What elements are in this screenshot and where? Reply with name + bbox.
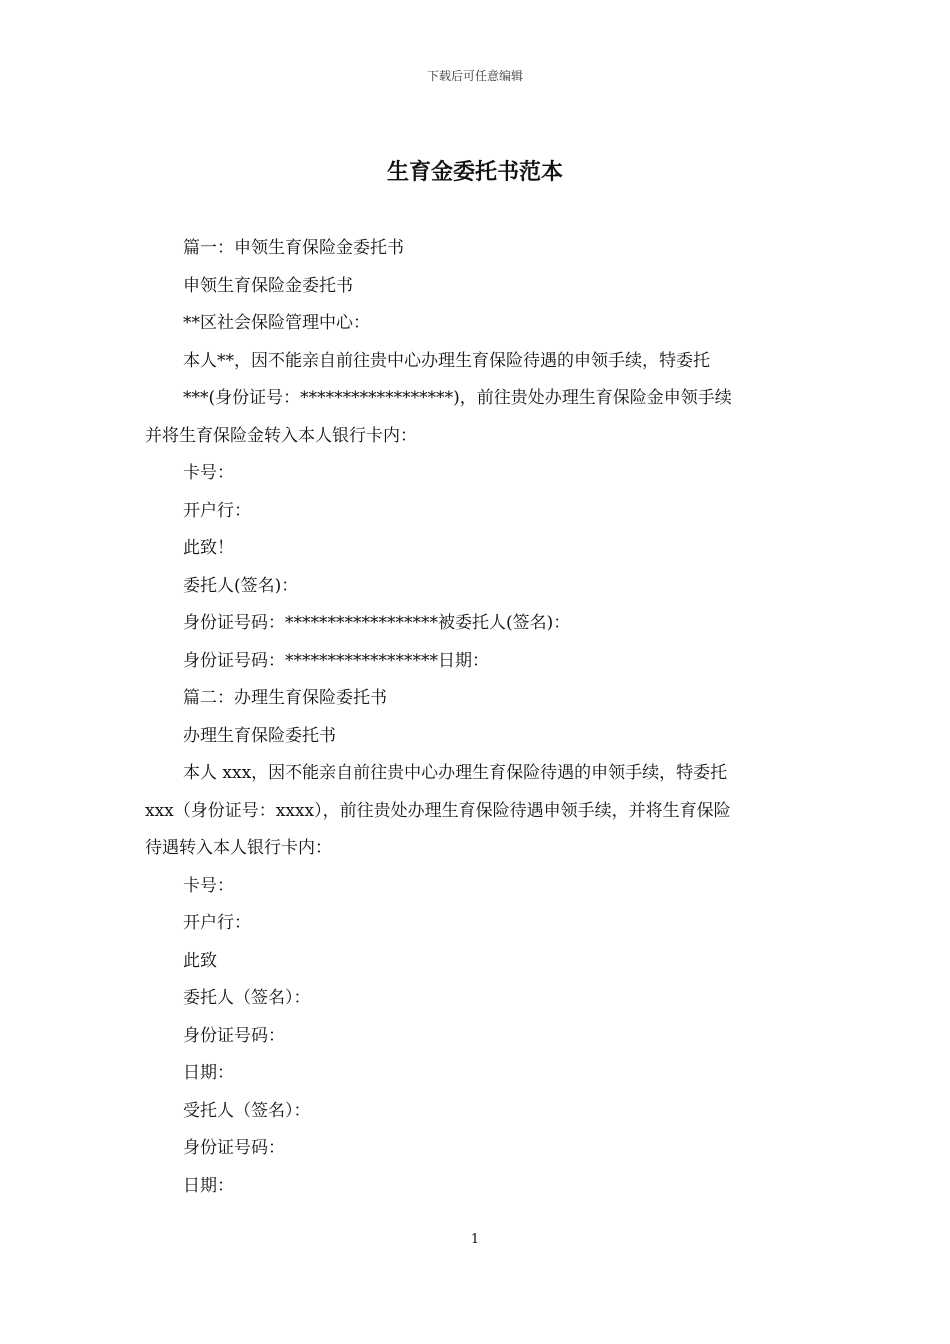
paragraph-line: 日期： <box>183 1175 234 1196</box>
paragraph-line: 身份证号码： <box>183 1025 285 1046</box>
document-body <box>145 230 810 1205</box>
page-number: 1 <box>470 1232 480 1247</box>
paragraph-line: 办理生育保险委托书 <box>183 725 336 746</box>
page-header: 下载后可任意编辑 <box>426 69 523 83</box>
paragraph-line: xxx（身份证号：xxxx），前往贵处办理生育保险待遇申领手续，并将生育保险 <box>145 800 731 821</box>
paragraph-line: ***(身份证号：******************)，前往贵处办理生育保险金申领手续 <box>183 388 732 408</box>
paragraph-line: 卡号： <box>183 463 234 483</box>
paragraph-line: 篇一：申领生育保险金委托书 <box>183 238 404 258</box>
paragraph-line: **区社会保险管理中心： <box>183 313 370 333</box>
paragraph-line: 此致！ <box>183 538 234 558</box>
paragraph-line: 本人**，因不能亲自前往贵中心办理生育保险待遇的申领手续，特委托 <box>183 350 710 371</box>
paragraph-line: 篇二：办理生育保险委托书 <box>183 688 387 708</box>
paragraph-line: 委托人(签名)： <box>183 575 299 596</box>
paragraph-line: 申领生育保险金委托书 <box>183 275 353 296</box>
document-title: 生育金委托书范本 <box>386 159 563 185</box>
paragraph-line: 此致 <box>183 950 217 971</box>
paragraph-line: 待遇转入本人银行卡内： <box>145 838 332 858</box>
paragraph-line: 身份证号码：******************被委托人(签名)： <box>183 613 571 633</box>
paragraph-line: 身份证号码：******************日期： <box>183 650 489 671</box>
paragraph-line: 开户行： <box>183 913 251 933</box>
paragraph-line: 开户行： <box>183 500 251 521</box>
paragraph-line: 卡号： <box>183 875 234 896</box>
paragraph-line: 委托人（签名）： <box>183 988 311 1008</box>
paragraph-line: 日期： <box>183 1063 234 1083</box>
paragraph-line: 并将生育保险金转入本人银行卡内： <box>145 425 417 446</box>
paragraph-line: 本人 xxx，因不能亲自前往贵中心办理生育保险待遇的申领手续，特委托 <box>183 763 728 783</box>
paragraph-line: 身份证号码： <box>183 1138 285 1158</box>
paragraph-line: 受托人（签名）： <box>183 1100 311 1121</box>
